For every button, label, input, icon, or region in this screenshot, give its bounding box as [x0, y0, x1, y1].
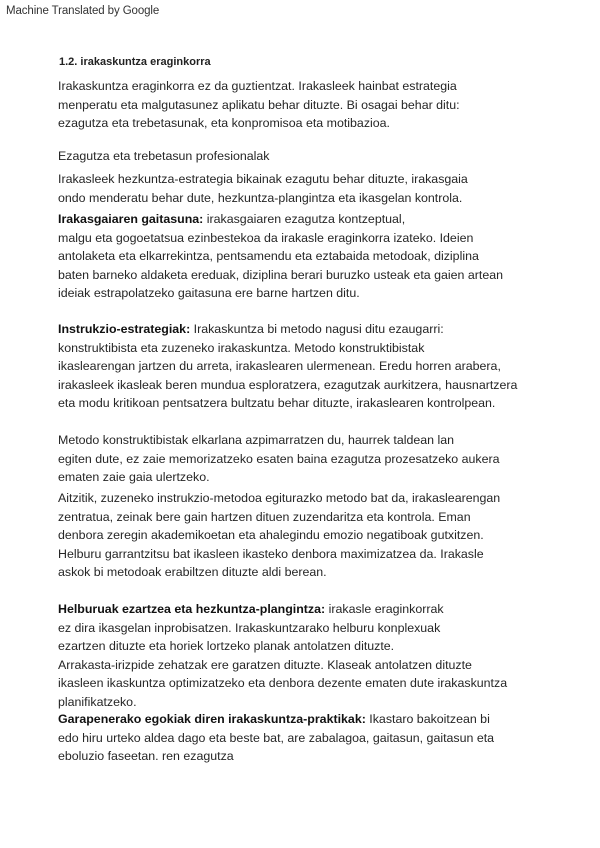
- text-line: Irakasleek hezkuntza-estrategia bikainak ezagutu behar dituzte, irakasgaia: [58, 172, 468, 186]
- text-line: Metodo konstruktibistak elkarlana azpimarratzen du, haurrek taldean lan: [58, 433, 455, 447]
- paragraph-constructivist: [58, 431, 568, 487]
- text-fragment: irakasgaiaren ezagutza kontzeptual,: [203, 212, 406, 226]
- paragraph-instruction-strategies: [58, 320, 568, 413]
- text-line: konstruktibista eta zuzeneko irakaskuntza. Metodo konstruktibistak: [58, 340, 425, 355]
- text-line: Aitzitik, zuzeneko instrukzio-metodoa egiturazko metodo bat da, irakaslearengan: [58, 491, 501, 505]
- text-line: [58, 320, 568, 339]
- text-line: Arrakasta-irizpide zehatzak ere garatzen dituzte. Klaseak antolatzen dituzte: [58, 657, 472, 672]
- text-line: ideiak estrapolatzeko gaitasuna ere barne hartzen ditu.: [58, 286, 360, 301]
- text-line: Irakaskuntza eraginkorra ez da guztientzat. Irakasleek hainbat estrategia: [58, 79, 457, 93]
- text-line: ezagutza eta trebetasunak, eta konpromisoa eta motibazioa.: [58, 116, 391, 131]
- subheading: Ezagutza eta trebetasun profesionalak: [58, 149, 270, 163]
- text-line: [58, 600, 568, 619]
- text-fragment: Irakaskuntza bi metodo nagusi ditu ezaugarri:: [190, 322, 444, 336]
- text-fragment: Ikastaro bakoitzean bi: [365, 712, 490, 726]
- text-line: ez dira ikasgelan inprobisatzen. Irakaskuntzarako helburu konplexuak: [58, 620, 441, 635]
- paragraph-goal-setting: [58, 600, 568, 712]
- intro-paragraph: [58, 77, 568, 133]
- bold-lead: Garapenerako egokiak diren irakaskuntza-praktikak:: [58, 712, 366, 726]
- bold-lead: Helburuak ezartzea eta hezkuntza-plangintza:: [58, 602, 326, 616]
- text-line: antolaketa eta elkarrekintza, pentsamendu eta eztabaida metodoak, diziplina: [58, 249, 479, 264]
- text-line: menperatu eta malgutasunez aplikatu behar dituzte. Bi osagai behar ditu:: [58, 97, 460, 112]
- text-line: Helburu garrantzitsu bat ikasleen ikasteko denbora maximizatzea da. Irakasle: [58, 546, 484, 561]
- text-line: eta modu kritikoan pentsatzera bultzatu behar dituzte, irakaslearen kontrolpean.: [58, 396, 496, 411]
- bold-lead: Instrukzio-estrategiak:: [58, 322, 191, 336]
- text-fragment: irakasle eraginkorrak: [325, 602, 444, 616]
- text-line: baten barneko aldaketa ereduak, diziplina berari buruzko usteak eta gaien artean: [58, 267, 503, 282]
- text-line: irakasleek ikasleak beren mundua esploratzera, ezagutzak aurkitzera, hausnartzera: [58, 377, 518, 392]
- text-line: edo hiru urteko aldea dago eta beste bat, are zabalagoa, gaitasun, gaitasun eta: [58, 730, 495, 745]
- text-line: planifikatzeko.: [58, 694, 137, 709]
- text-line: ondo menderatu behar dute, hezkuntza-plangintza eta ikasgelan kontrola.: [58, 190, 463, 205]
- text-line: ikasleen ikaskuntza optimizatzeko eta denbora dezente ematen dute irakaskuntza: [58, 676, 508, 691]
- text-line: malgu eta gogoetatsua ezinbestekoa da irakasle eraginkorra izateko. Ideien: [58, 230, 474, 245]
- text-line: denbora zeregin akademikoetan eta ahalegindu emozio negatiboak gutxitzen.: [58, 528, 484, 543]
- section-title: 1.2. irakaskuntza eraginkorra: [59, 56, 211, 68]
- text-line: ikaslearengan jartzen du arreta, irakaslearen ulermenean. Eredu horren arabera,: [58, 359, 501, 374]
- text-line: eboluzio faseetan. ren ezagutza: [58, 749, 234, 764]
- paragraph-developmental-practices: [58, 710, 568, 766]
- text-line: ezartzen dituzte eta horiek lortzeko planak antolatzen dituzte.: [58, 639, 395, 654]
- text-line: egiten dute, ez zaie memorizatzeko esaten baina ezagutza prozesatzeko aukera: [58, 451, 500, 466]
- paragraph-subject-competence: [58, 210, 568, 303]
- text-line: ematen zaie gaia ulertzeko.: [58, 470, 210, 485]
- paragraph-skills: [58, 170, 568, 207]
- text-line: askok bi metodoak erabiltzen dituzte aldi berean.: [58, 565, 327, 580]
- text-line: zentratua, zeinak bere gain hartzen dituen zuzendaritza eta kontrola. Eman: [58, 509, 471, 524]
- text-line: [58, 710, 568, 729]
- machine-translation-banner: Machine Translated by Google: [6, 5, 160, 17]
- paragraph-direct-instruction: [58, 489, 568, 582]
- bold-lead: Irakasgaiaren gaitasuna:: [58, 212, 204, 226]
- text-line: [58, 210, 568, 229]
